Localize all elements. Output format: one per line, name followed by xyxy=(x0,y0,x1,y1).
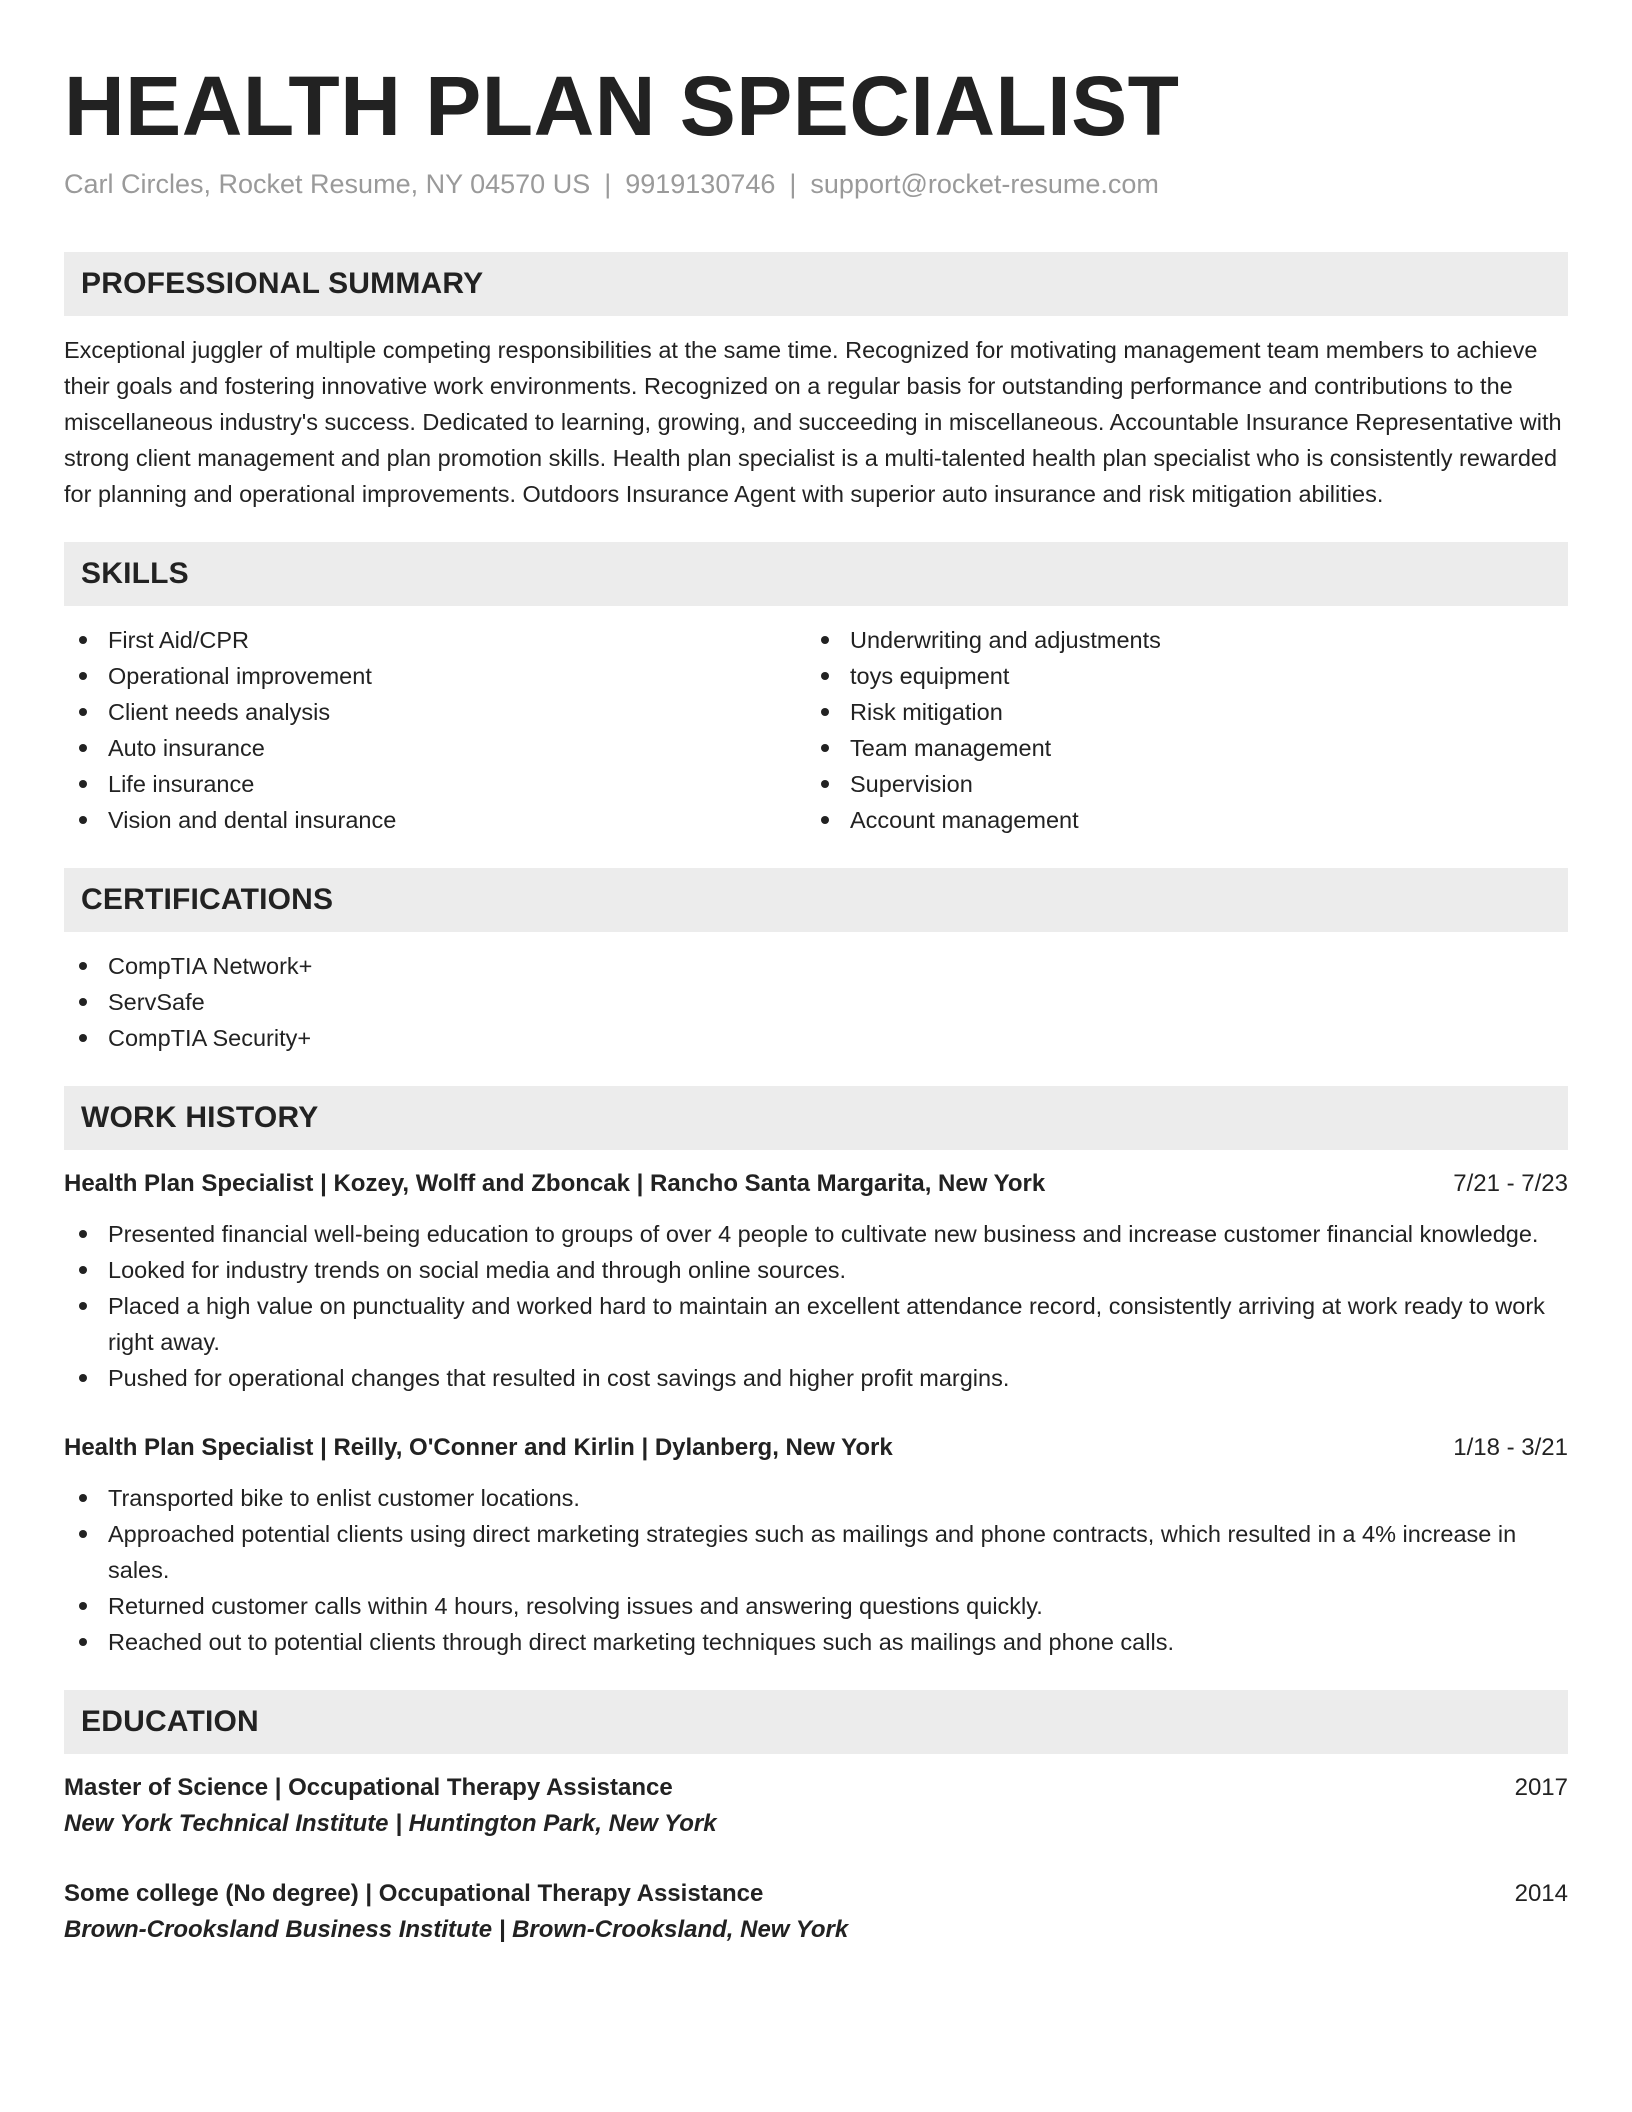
job-header xyxy=(64,1166,1568,1202)
job-bullet: Returned customer calls within 4 hours, resolving issues and answering questions quickly. xyxy=(64,1588,1568,1624)
contact-line xyxy=(64,166,1568,202)
section-header-skills xyxy=(64,542,1568,606)
job-entry xyxy=(64,1430,1568,1660)
summary-text: Exceptional juggler of multiple competing responsibilities at the same time. Recognized for motivating management team members to achieve their goals and fostering innovative work environments. Recognized on a regular basis for outstanding performance and contributions to the miscellaneous industry's success. Dedicated to learning, growing, and succeeding in miscellaneous. Accountable Insurance Representative with strong client management and plan promotion skills. Health plan specialist is a multi-talented health plan specialist who is consistently rewarded for planning and operational improvements. Outdoors Insurance Agent with superior auto insurance and risk mitigation abilities. xyxy=(64,337,1562,507)
skills-column-right xyxy=(806,622,1548,838)
education-school: Brown-Crooksland Business Institute | Brown-Crooksland, New York xyxy=(64,1916,849,1943)
skill-item: First Aid/CPR xyxy=(64,622,806,658)
education-header xyxy=(64,1770,1568,1806)
job-dates: 1/18 - 3/21 xyxy=(1453,1434,1568,1461)
skill-item: Supervision xyxy=(806,766,1548,802)
contact-address: Carl Circles, Rocket Resume, NY 04570 US xyxy=(64,169,591,199)
job-title: Health Plan Specialist | Reilly, O'Conner and Kirlin | Dylanberg, New York xyxy=(64,1434,893,1461)
skill-item: Risk mitigation xyxy=(806,694,1548,730)
skill-item: Auto insurance xyxy=(64,730,806,766)
resume-title: HEALTH PLAN SPECIALIST xyxy=(64,59,1180,153)
certification-item: ServSafe xyxy=(64,984,1568,1020)
section-header-work-history xyxy=(64,1086,1568,1150)
education-degree: Some college (No degree) | Occupational Therapy Assistance xyxy=(64,1880,764,1907)
job-bullet: Reached out to potential clients through direct marketing techniques such as mailings and phone calls. xyxy=(64,1624,1568,1660)
education-entry xyxy=(64,1876,1568,1948)
job-bullet: Approached potential clients using direct marketing strategies such as mailings and phone contracts, which resulted in a 4% increase in sales. xyxy=(64,1516,1568,1588)
education-header xyxy=(64,1876,1568,1912)
job-bullets xyxy=(64,1216,1568,1396)
education-year: 2014 xyxy=(1514,1880,1568,1907)
certifications-list xyxy=(64,948,1568,1056)
contact-separator: | xyxy=(789,169,797,199)
job-bullet: Presented financial well-being education to groups of over 4 people to cultivate new business and increase customer financial knowledge. xyxy=(64,1216,1568,1252)
contact-phone: 9919130746 xyxy=(625,169,776,199)
skill-item: Operational improvement xyxy=(64,658,806,694)
section-title: PROFESSIONAL SUMMARY xyxy=(81,267,484,300)
education-entry xyxy=(64,1770,1568,1842)
skill-item: Underwriting and adjustments xyxy=(806,622,1548,658)
skill-item: Vision and dental insurance xyxy=(64,802,806,838)
job-bullets xyxy=(64,1480,1568,1660)
contact-email: support@rocket-resume.com xyxy=(810,169,1159,199)
section-header-summary xyxy=(64,252,1568,316)
section-header-education xyxy=(64,1690,1568,1754)
skills-list xyxy=(64,622,1568,838)
skill-item: toys equipment xyxy=(806,658,1548,694)
contact-separator: | xyxy=(604,169,612,199)
job-entry xyxy=(64,1166,1568,1396)
section-header-certifications xyxy=(64,868,1568,932)
section-title: EDUCATION xyxy=(81,1705,259,1738)
education-school: New York Technical Institute | Huntington Park, New York xyxy=(64,1810,717,1837)
job-dates: 7/21 - 7/23 xyxy=(1453,1170,1568,1197)
job-bullet: Pushed for operational changes that resulted in cost savings and higher profit margins. xyxy=(64,1360,1568,1396)
skill-item: Account management xyxy=(806,802,1548,838)
job-header xyxy=(64,1430,1568,1466)
education-degree: Master of Science | Occupational Therapy Assistance xyxy=(64,1774,673,1801)
skill-item: Client needs analysis xyxy=(64,694,806,730)
skill-item: Life insurance xyxy=(64,766,806,802)
job-bullet: Placed a high value on punctuality and worked hard to maintain an excellent attendance record, consistently arriving at work ready to work right away. xyxy=(64,1288,1568,1360)
job-bullet: Transported bike to enlist customer locations. xyxy=(64,1480,1568,1516)
section-title: WORK HISTORY xyxy=(81,1101,319,1134)
job-bullet: Looked for industry trends on social media and through online sources. xyxy=(64,1252,1568,1288)
skills-column-left xyxy=(64,622,806,838)
section-title: SKILLS xyxy=(81,557,189,590)
education-year: 2017 xyxy=(1514,1774,1568,1801)
skill-item: Team management xyxy=(806,730,1548,766)
certification-item: CompTIA Security+ xyxy=(64,1020,1568,1056)
section-title: CERTIFICATIONS xyxy=(81,883,334,916)
job-title: Health Plan Specialist | Kozey, Wolff and Zboncak | Rancho Santa Margarita, New York xyxy=(64,1170,1046,1197)
certification-item: CompTIA Network+ xyxy=(64,948,1568,984)
